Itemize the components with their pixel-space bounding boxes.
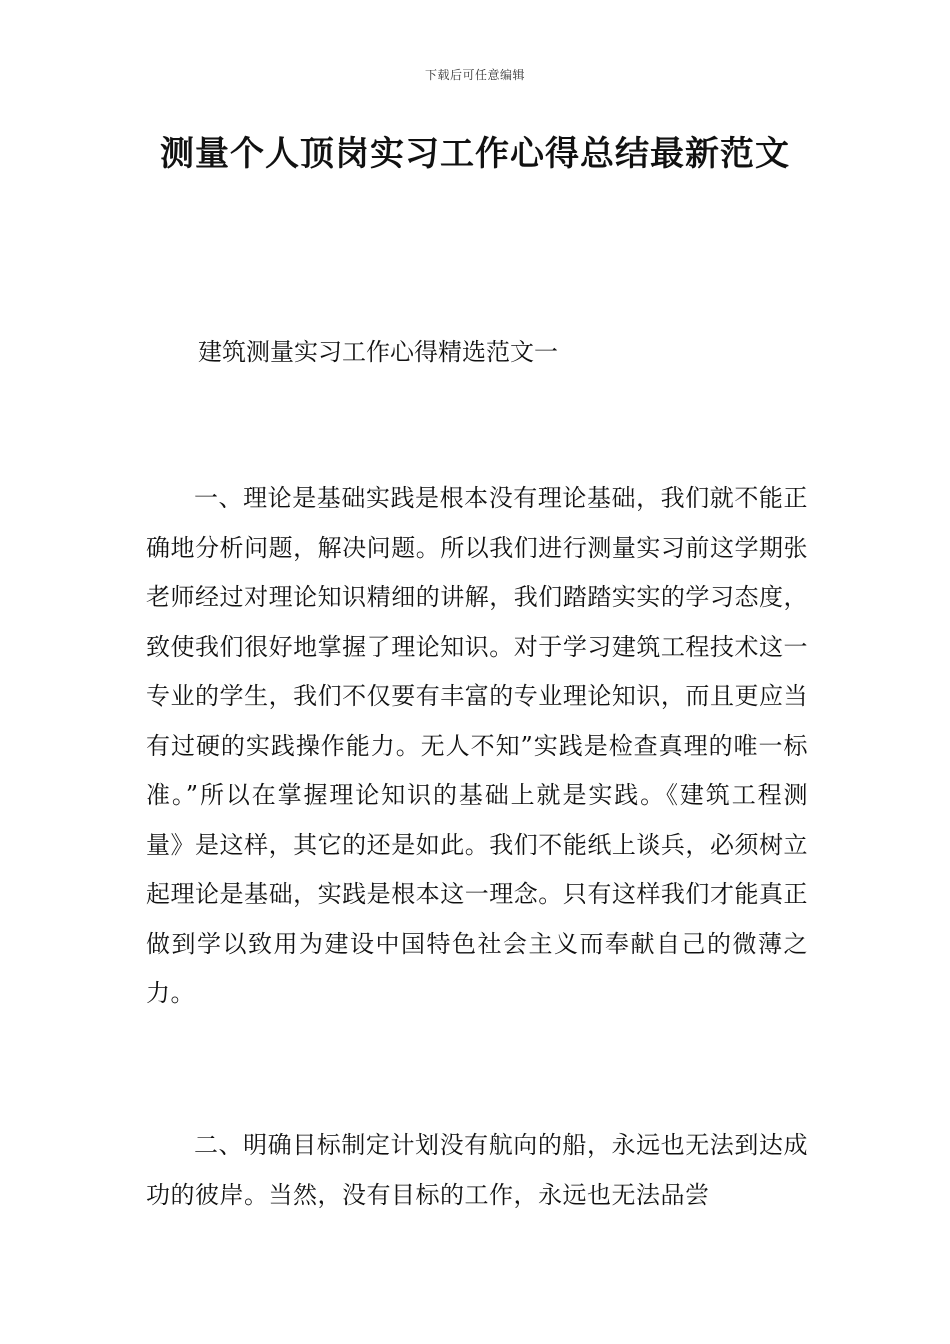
- section-heading: 建筑测量实习工作心得精选范文一: [198, 338, 558, 366]
- body-paragraph-1: 一、理论是基础实践是根本没有理论基础，我们就不能正确地分析问题，解决问题。所以我们进行测量实习前这学期张老师经过对理论知识精细的讲解，我们踏踏实实的学习态度，致使我们很好地掌握了理论知识。对于学习建筑工程技术这一专业的学生，我们不仅要有丰富的专业理论知识，而且更应当有过硬的实践操作能力。无人不知”实践是检查真理的唯一标准。”所以在掌握理论知识的基础上就是实践。《建筑工程测量》是这样，其它的还是如此。我们不能纸上谈兵，必须树立起理论是基础，实践是根本这一理念。只有这样我们才能真正做到学以致用为建设中国特色社会主义而奉献自己的微薄之力。: [146, 484, 808, 1007]
- body-paragraph-2: 二、明确目标制定计划没有航向的船，永远也无法到达成功的彼岸。当然，没有目标的工作，永远也无法品尝: [146, 1131, 808, 1209]
- document-title: 测量个人顶岗实习工作心得总结最新范文: [160, 134, 790, 174]
- header-note: 下载后可任意编辑: [424, 68, 525, 82]
